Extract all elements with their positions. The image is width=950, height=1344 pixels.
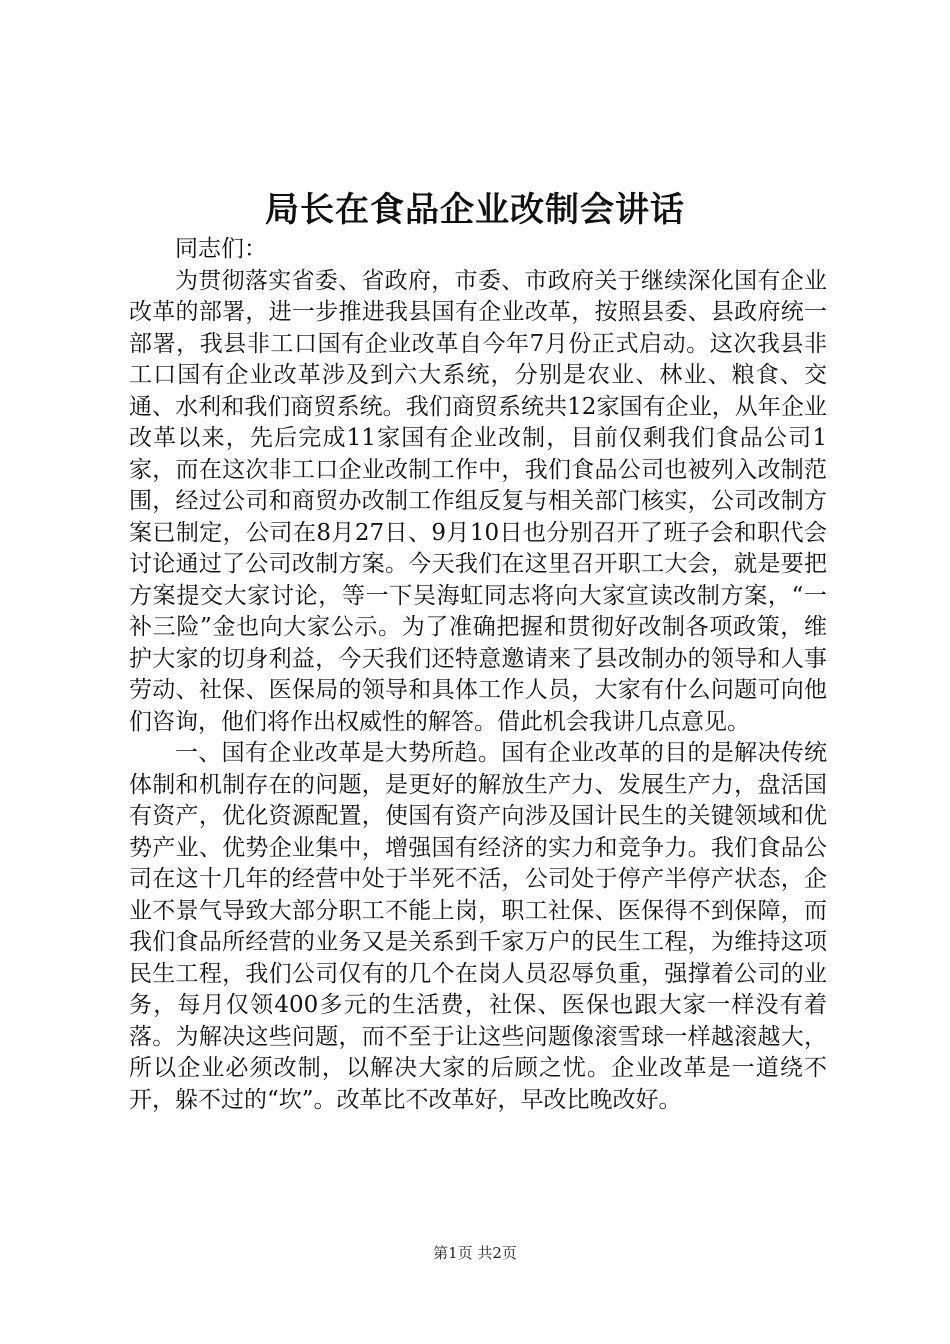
page-footer: 第1页 共2页	[433, 1244, 517, 1262]
greeting: 同志们：	[175, 236, 267, 262]
paragraph-section-one: 一、国有企业改革是大势所趋。国有企业改革的目的是解决传统体制和机制存在的问题，是更好的解放生产力、发展生产力，盘活国有资产，优化资源配置，使国有资产向涉及国计民生的关键领域和优势产业、优势企业集中，增强国有经济的实力和竞争力。我们食品公司在这十几年的经营中处于半死不活，公司处于停产半停产状态，企业不景气导致大部分职工不能上岗，职工社保、医保得不到保障，而我们食品所经营的业务又是关系到千家万户的民生工程，为维持这项民生工程，我们公司仅有的几个在岗人员忍辱负重，强撑着公司的业务，每月仅领400多元的生活费，社保、医保也跟大家一样没有着落。为解决这些问题，而不至于让这些问题像滚雪球一样越滚越大，所以企业必须改制，以解决大家的后顾之忧。企业改革是一道绕不开，躲不过的“坎”。改革比不改革好，早改比晚改好。	[129, 740, 827, 1113]
document-title: 局长在食品企业改制会讲话	[265, 190, 685, 230]
paragraph-intro: 为贯彻落实省委、省政府，市委、市政府关于继续深化国有企业改革的部署，进一步推进我县国有企业改革，按照县委、县政府统一部署，我县非工口国有企业改革自今年7月份正式启动。这次我县非工口国有企业改革涉及到六大系统，分别是农业、林业、粮食、交通、水利和我们商贸系统。我们商贸系统共12家国有企业，从年企业改革以来，先后完成11家国有企业改制，目前仅剩我们食品公司1家，而在这次非工口企业改制工作中，我们食品公司也被列入改制范围，经过公司和商贸办改制工作组反复与相关部门核实，公司改制方案已制定，公司在8月27日、9月10日也分别召开了班子会和职代会讨论通过了公司改制方案。今天我们在这里召开职工大会，就是要把方案提交大家讨论，等一下吴海虹同志将向大家宣读改制方案，“一补三险”金也向大家公示。为了准确把握和贯彻好改制各项政策，维护大家的切身利益，今天我们还特意邀请来了县改制办的领导和人事劳动、社保、医保局的领导和具体工作人员，大家有什么问题可向他们咨询，他们将作出权威性的解答。借此机会我讲几点意见。	[129, 267, 827, 735]
document-body	[129, 234, 827, 1116]
